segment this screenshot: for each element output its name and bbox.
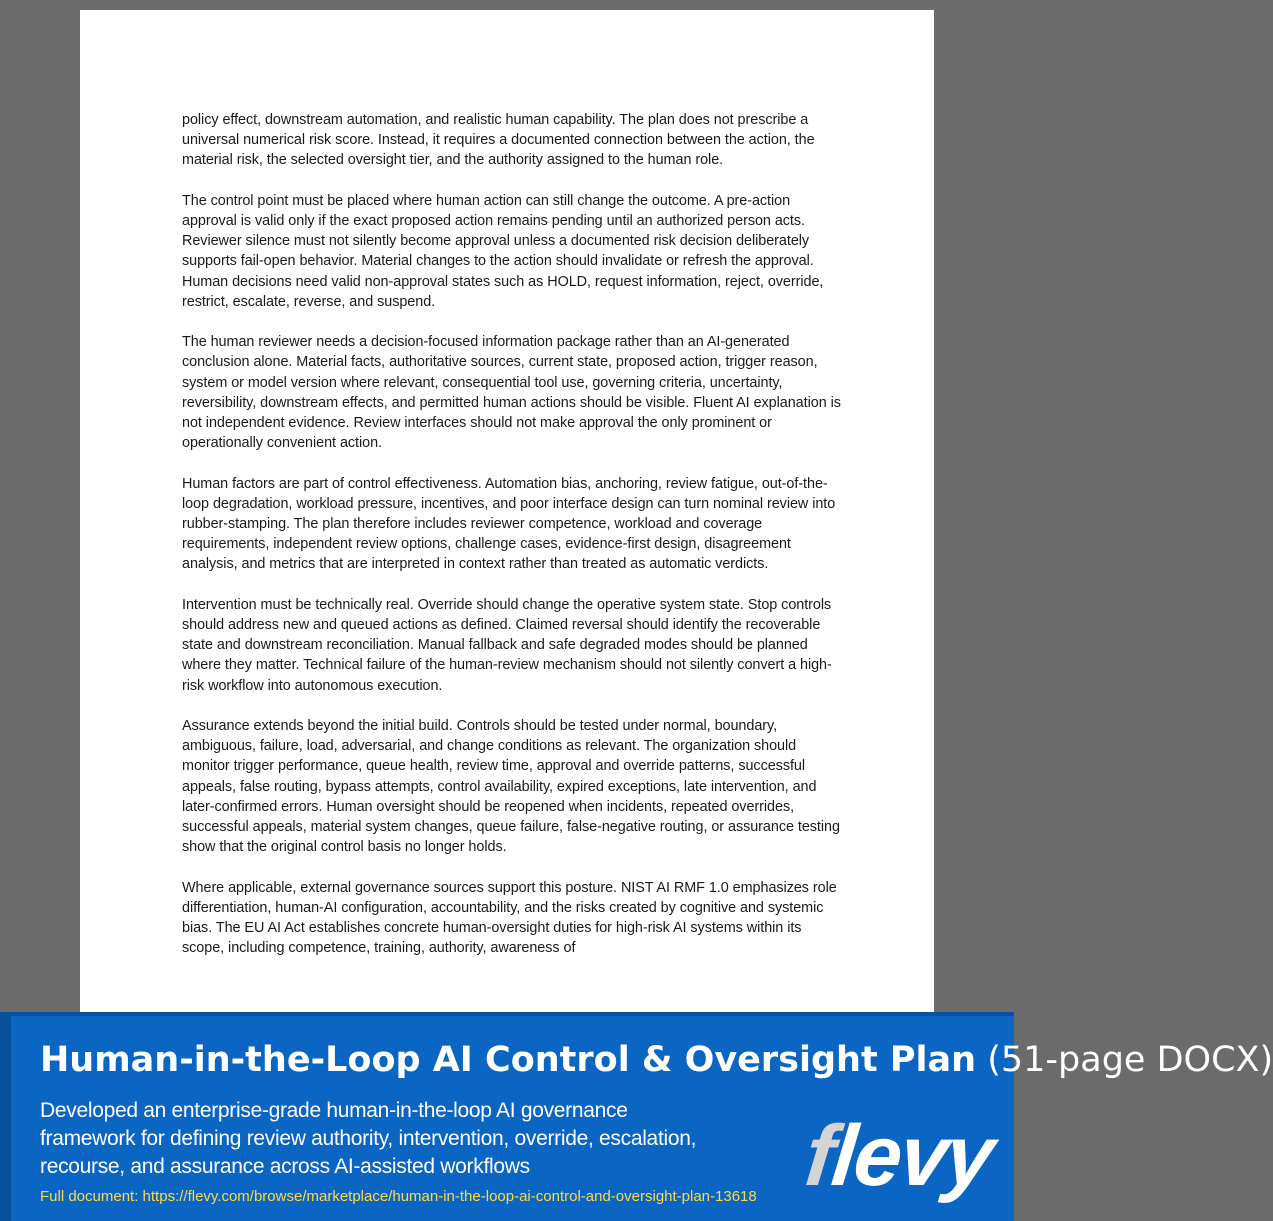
banner-left-stripe xyxy=(0,1016,11,1221)
banner-title-format: (51-page DOCX) xyxy=(987,1040,1273,1080)
banner-title-main: Human-in-the-Loop AI Control & Oversight Plan xyxy=(40,1040,977,1080)
document-body xyxy=(182,110,842,979)
paragraph-external-governance: Where applicable, external governance sources support this posture. NIST AI RMF 1.0 emphasizes role differentiation, human-AI configuration, accountability, and the risks created by cognitive and systemic bias. The EU AI Act establishes concrete human-oversight duties for high-risk AI systems within its scope, including competence, training, authority, awareness of xyxy=(182,879,837,957)
banner-description: Developed an enterprise-grade human-in-the-loop AI governance framework for defining review authority, intervention, override, escalation, recourse, and assurance across AI-assisted workflows xyxy=(40,1099,697,1178)
banner-title xyxy=(40,1038,1273,1082)
paragraph-human-factors: Human factors are part of control effectiveness. Automation bias, anchoring, review fatigue, out-of-the-loop degradation, workload pressure, incentives, and poor interface design can turn nominal review into rubber-stamping. The plan therefore includes reviewer competence, workload and coverage requirements, independent review options, challenge cases, evidence-first design, disagreement analysis, and metrics that are interpreted in context rather than treated as automatic verdicts. xyxy=(182,475,836,573)
flevy-logo-rest: levy xyxy=(827,1108,998,1204)
paragraph-information-package: The human reviewer needs a decision-focused information package rather than an AI-generated conclusion alone. Material facts, authoritative sources, current state, proposed action, trigger reason, system or model version where relevant, consequential tool use, governing criteria, uncertainty, reversibility, downstream effects, and permitted human actions should be visible. Fluent AI explanation is not independent evidence. Review interfaces should not make approval the only prominent or operationally convenient action. xyxy=(182,334,841,452)
banner-top-stripe xyxy=(0,1012,1014,1016)
full-document-link[interactable]: Full document: https://flevy.com/browse/marketplace/human-in-the-loop-ai-control-and-oversight-plan-13618 xyxy=(40,1188,757,1205)
document-page xyxy=(80,10,934,1020)
paragraph-control-point: The control point must be placed where human action can still change the outcome. A pre-action approval is valid only if the exact proposed action remains pending until an authorized person acts. Reviewer silence must not silently become approval unless a documented risk decision deliberately supports fail-open behavior. Material changes to the action should invalidate or refresh the approval. Human decisions need valid non-approval states such as HOLD, request information, reject, override, restrict, escalate, reverse, and suspend. xyxy=(182,192,824,310)
flevy-logo-f: f xyxy=(800,1108,838,1204)
flevy-logo xyxy=(801,1110,997,1202)
paragraph-assurance: Assurance extends beyond the initial build. Controls should be tested under normal, boundary, ambiguous, failure, load, adversarial, and change conditions as relevant. The organization should monitor trigger performance, queue health, review time, approval and override patterns, successful appeals, false routing, bypass attempts, control availability, expired exceptions, late intervention, and later-confirmed errors. Human oversight should be reopened when incidents, repeated overrides, successful appeals, material system changes, queue failure, false-negative routing, or assurance testing show that the original control basis no longer holds. xyxy=(182,718,840,856)
paragraph-intervention: Intervention must be technically real. Override should change the operative system state. Stop controls should address new and queued actions as defined. Claimed reversal should identify the recoverable state and downstream reconciliation. Manual fallback and safe degraded modes should be planned where they matter. Technical failure of the human-review mechanism should not silently convert a high-risk workflow into autonomous execution. xyxy=(182,596,832,694)
paragraph-risk-connection: policy effect, downstream automation, and realistic human capability. The plan does not prescribe a universal numerical risk score. Instead, it requires a documented connection between the action, the material risk, the selected oversight tier, and the authority assigned to the human role. xyxy=(182,112,815,169)
promo-banner xyxy=(0,1012,1273,1221)
